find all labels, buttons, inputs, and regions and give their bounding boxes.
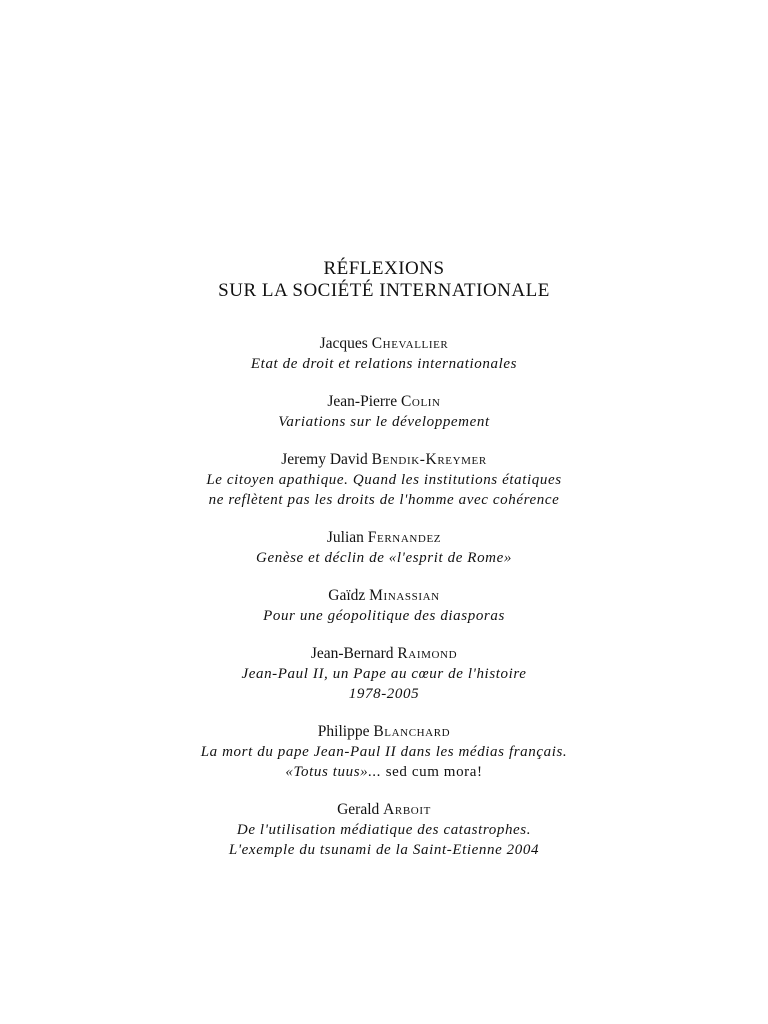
author-name xyxy=(0,799,768,820)
author-name xyxy=(0,391,768,412)
entry-colin xyxy=(0,391,768,432)
title-block xyxy=(0,258,768,302)
entry-bendik-kreymer xyxy=(0,449,768,510)
entry-chevallier xyxy=(0,333,768,374)
work-title: Genèse et déclin de «l'esprit de Rome» xyxy=(256,550,512,566)
author-name xyxy=(0,333,768,354)
work-title-line-1: Le citoyen apathique. Quand les institutions étatiques xyxy=(206,472,562,488)
work-title-line-1: De l'utilisation médiatique des catastrophes. xyxy=(236,822,532,838)
author-surname: Blanchard xyxy=(373,723,451,740)
work-title-line-2: ne reflètent pas les droits de l'homme avec cohérence xyxy=(208,492,560,508)
author-given-name: Philippe xyxy=(317,723,374,740)
contents-list xyxy=(0,333,768,877)
title-line-1: RÉFLEXIONS xyxy=(323,258,445,279)
author-surname: Raimond xyxy=(397,645,458,662)
author-surname: Chevallier xyxy=(371,335,449,352)
work-title: Etat de droit et relations internationales xyxy=(250,356,518,372)
work-title-line-1: Jean-Paul II, un Pape au cœur de l'histoire xyxy=(241,666,527,682)
work-title-line-2: L'exemple du tsunami de la Saint-Etienne 2004 xyxy=(228,842,540,858)
author-surname: Colin xyxy=(400,393,441,410)
work-title-line-1: La mort du pape Jean-Paul II dans les médias français. xyxy=(200,744,568,760)
author-given-name: Julian xyxy=(326,529,368,546)
author-surname: Arboit xyxy=(383,801,431,818)
entry-minassian xyxy=(0,585,768,626)
author-name xyxy=(0,527,768,548)
work-title-line-2: 1978-2005 xyxy=(348,686,420,702)
author-given-name: Jean-Bernard xyxy=(310,645,398,662)
author-name xyxy=(0,585,768,606)
author-given-name: Gerald xyxy=(337,801,384,818)
entry-arboit xyxy=(0,799,768,860)
work-title-line-2 xyxy=(0,762,768,782)
entry-blanchard xyxy=(0,721,768,782)
entry-raimond xyxy=(0,643,768,704)
author-given-name: Jacques xyxy=(319,335,372,352)
author-given-name: Jean-Pierre xyxy=(327,393,401,410)
author-surname: Minassian xyxy=(369,587,440,604)
author-given-name: Gaïdz xyxy=(328,587,370,604)
entry-fernandez xyxy=(0,527,768,568)
work-title-latin: «Totus tuus»... xyxy=(285,764,386,780)
author-given-name: Jeremy David xyxy=(281,451,372,468)
title-line-2: SUR LA SOCIÉTÉ INTERNATIONALE xyxy=(218,280,550,301)
work-title-latin-roman: sed cum mora! xyxy=(385,764,483,780)
author-name xyxy=(0,721,768,742)
work-title: Variations sur le développement xyxy=(278,414,490,430)
author-name xyxy=(0,449,768,470)
author-surname: Fernandez xyxy=(367,529,442,546)
author-surname: Bendik-Kreymer xyxy=(371,451,487,468)
author-name xyxy=(0,643,768,664)
work-title: Pour une géopolitique des diasporas xyxy=(263,608,505,624)
